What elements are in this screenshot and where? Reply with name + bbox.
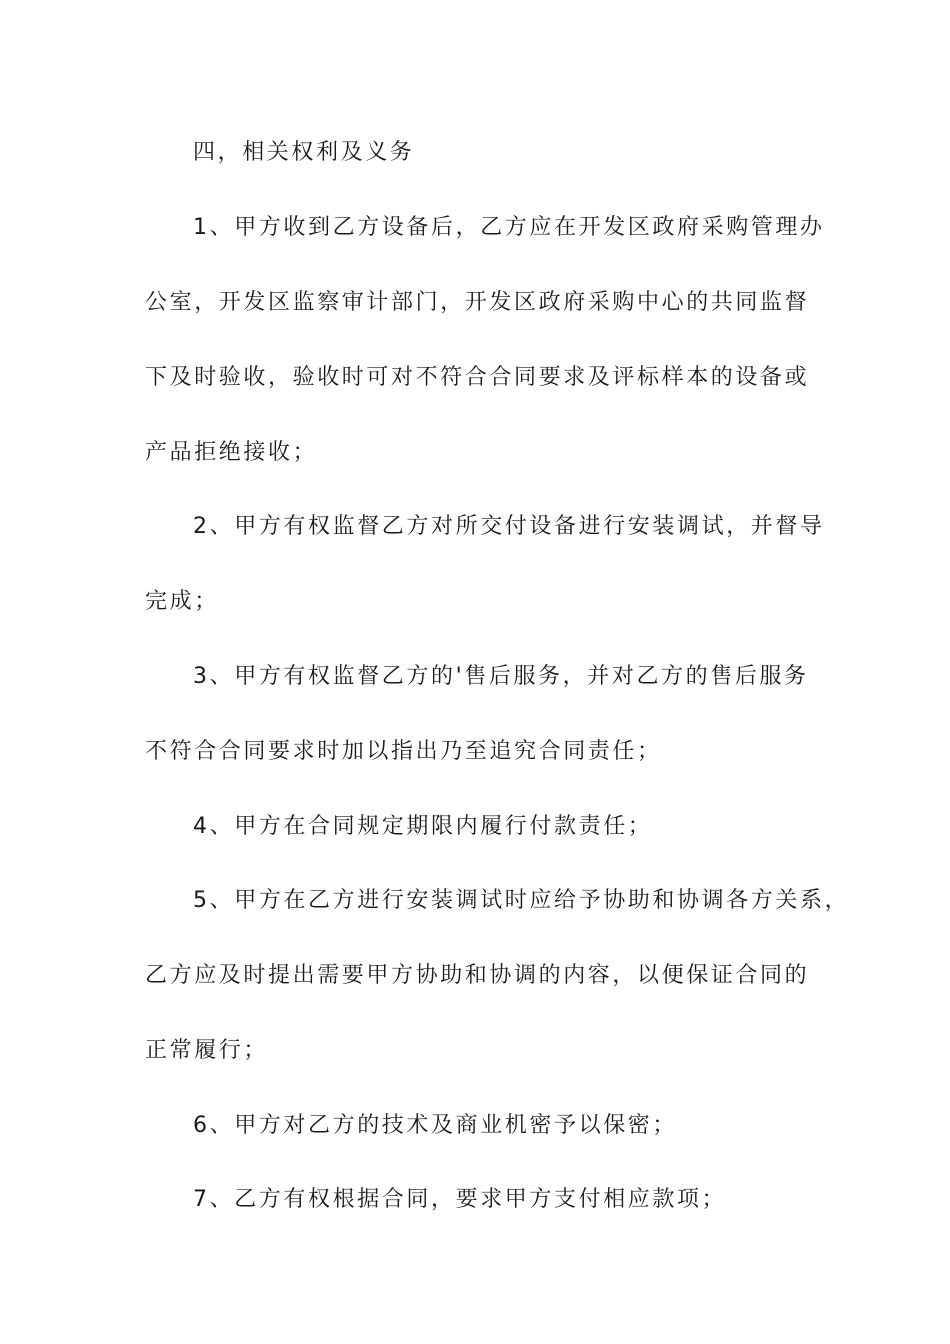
clause-4-line-1: 4、甲方在合同规定期限内履行付款责任； — [193, 814, 653, 839]
clause-2-line-2: 完成； — [145, 589, 219, 614]
clause-5-line-2: 乙方应及时提出需要甲方协助和协调的内容，以便保证合同的 — [145, 963, 810, 988]
clause-5-line-1: 5、甲方在乙方进行安装调试时应给予协助和协调各方关系， — [193, 888, 850, 913]
clause-5-line-3: 正常履行； — [145, 1038, 269, 1063]
clause-1-line-3: 下及时验收，验收时可对不符合合同要求及评标样本的设备或 — [145, 365, 810, 390]
clause-1-line-4: 产品拒绝接收； — [145, 440, 318, 465]
section-heading: 四，相关权利及义务 — [193, 140, 415, 165]
clause-7-line-1: 7、乙方有权根据合同，要求甲方支付相应款项； — [193, 1187, 727, 1212]
clause-1-line-2: 公室，开发区监察审计部门，开发区政府采购中心的共同监督 — [145, 290, 810, 315]
clause-3-line-2: 不符合合同要求时加以指出乃至追究合同责任； — [145, 739, 662, 764]
clause-3-line-1: 3、甲方有权监督乙方的'售后服务，并对乙方的售后服务 — [193, 664, 809, 689]
clause-1-line-1: 1、甲方收到乙方设备后，乙方应在开发区政府采购管理办 — [193, 215, 825, 240]
clause-6-line-1: 6、甲方对乙方的技术及商业机密予以保密； — [193, 1113, 677, 1138]
clause-2-line-1: 2、甲方有权监督乙方对所交付设备进行安装调试，并督导 — [193, 514, 825, 539]
